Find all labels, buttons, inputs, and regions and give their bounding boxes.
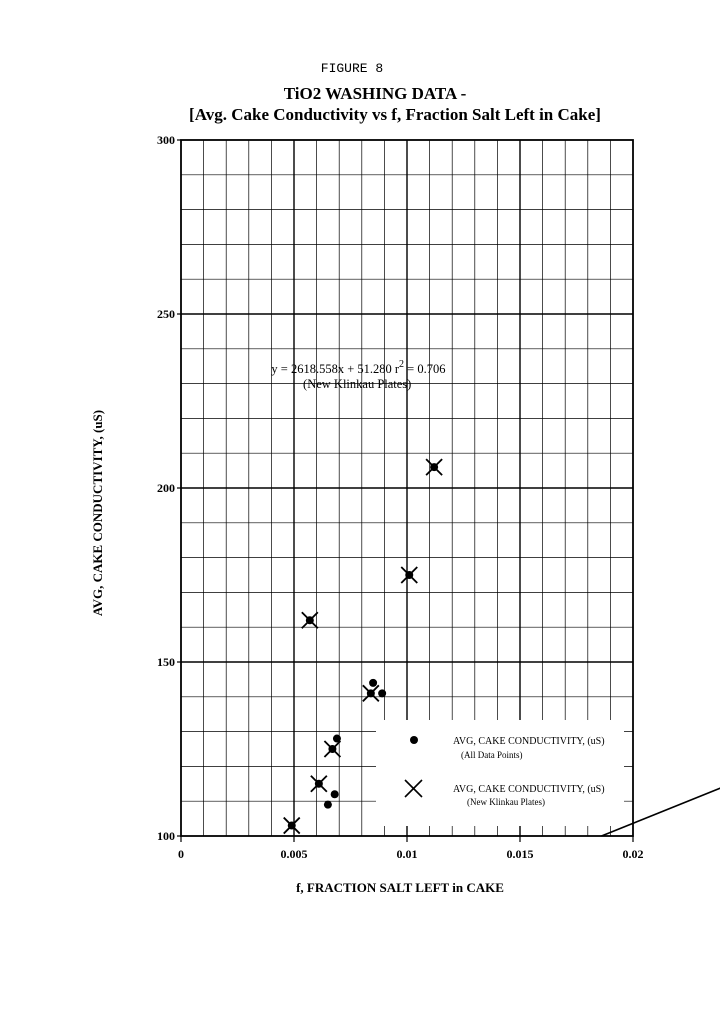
- data-point-dot: [324, 801, 332, 809]
- data-point-x: [363, 685, 379, 701]
- data-point-dot: [378, 689, 386, 697]
- data-point-x: [311, 776, 327, 792]
- data-point-dot: [369, 679, 377, 687]
- x-tick-label: 0.02: [622, 847, 644, 861]
- x-tick-label: 0.015: [506, 847, 534, 861]
- figure-label: FIGURE 8: [320, 61, 384, 76]
- legend-dot-marker: [410, 736, 418, 744]
- legend-series-1-sub: (All Data Points): [461, 750, 523, 760]
- trendline-equation: [271, 359, 445, 376]
- legend: [376, 720, 624, 826]
- y-tick-label: 300: [157, 133, 175, 147]
- data-point-x: [302, 612, 318, 628]
- data-point-dot: [331, 790, 339, 798]
- data-point-x: [284, 818, 300, 834]
- data-point-x: [401, 567, 417, 583]
- trendline-equation-text: y = 2618.558x + 51.280 r: [271, 362, 400, 377]
- y-tick-label: 150: [157, 655, 175, 669]
- x-axis-label: f, FRACTION SALT LEFT in CAKE: [296, 880, 504, 895]
- x-tick-label: 0: [178, 847, 184, 861]
- trendline-r2-value: = 0.706: [404, 362, 446, 377]
- legend-series-1-label: AVG, CAKE CONDUCTIVITY, (uS): [453, 736, 605, 747]
- chart-subtitle: [Avg. Cake Conductivity vs f, Fraction Salt Left in Cake]: [189, 105, 601, 124]
- data-point-x: [426, 459, 442, 475]
- legend-series-2-label: AVG, CAKE CONDUCTIVITY, (uS): [453, 784, 605, 795]
- y-axis-label: AVG, CAKE CONDUCTIVITY, (uS): [90, 409, 105, 617]
- y-tick-label: 250: [157, 307, 175, 321]
- x-tick-label: 0.01: [396, 847, 418, 861]
- y-tick-label: 200: [157, 481, 175, 495]
- data-point-x: [324, 741, 340, 757]
- y-tick-label: 100: [157, 829, 175, 843]
- legend-series-2-sub: (New Klinkau Plates): [467, 797, 545, 807]
- trendline-r2-superscript: 2: [399, 359, 405, 371]
- trendline-note: (New Klinkau Plates): [303, 377, 412, 392]
- x-tick-label: 0.005: [280, 847, 308, 861]
- chart-title: TiO2 WASHING DATA -: [283, 84, 467, 103]
